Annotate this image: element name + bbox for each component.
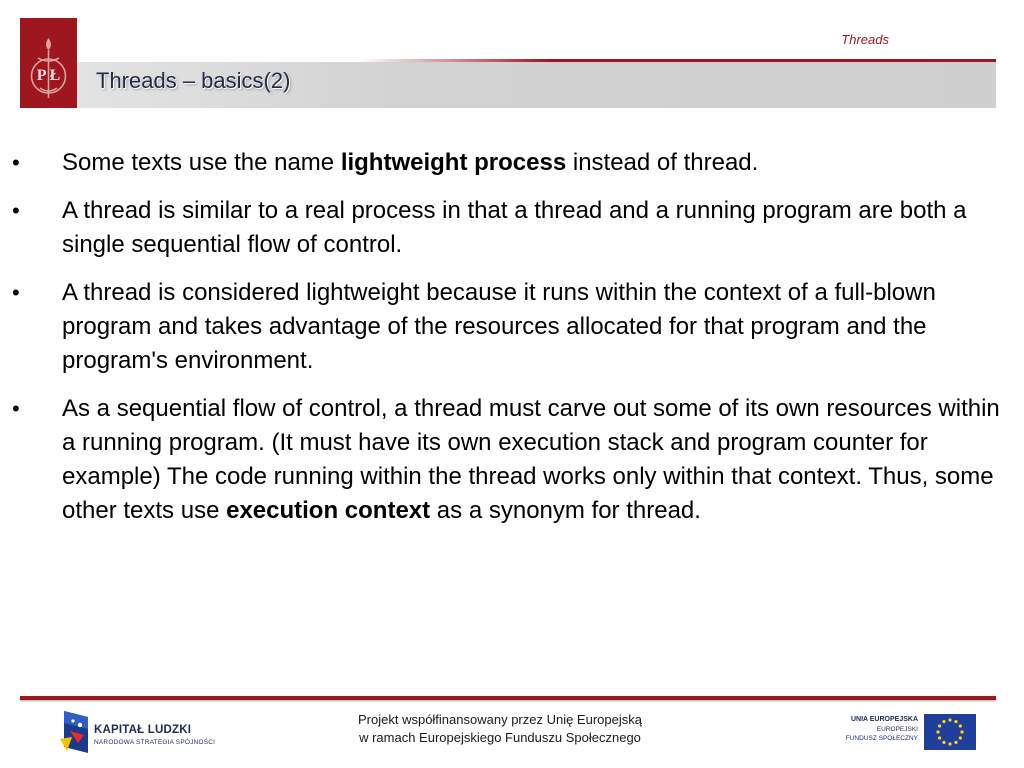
- logo-letters: P Ł: [36, 67, 61, 84]
- kapital-ludzki-flag-icon: [58, 709, 90, 757]
- eu-star-icon: [960, 730, 963, 733]
- header-accent-line: [360, 59, 996, 62]
- bullet-list: [0, 146, 1024, 542]
- eu-star-icon: [938, 724, 941, 727]
- bullet-text: A thread is considered lightweight because it runs within the context of a full-blown program and takes advantage of the resources allocated for that program and the program's environment.: [62, 279, 936, 374]
- bullet-emphasis: lightweight process: [340, 149, 567, 176]
- bullet-text: as a synonym for thread.: [430, 497, 701, 524]
- eu-star-icon: [959, 736, 962, 739]
- project-line-1: Projekt współfinansowany przez Unię Europejską: [358, 712, 642, 727]
- university-logo: [20, 18, 77, 108]
- bullet-text: As a sequential flow of control, a thread must carve out some of its own resources within a running program. (It must have its own execution stack and program counter for example) The code running within the thread works only within that context. Thus, some other texts use: [62, 395, 1000, 524]
- eu-star-icon: [948, 718, 951, 721]
- bullet-marker: •: [12, 150, 20, 175]
- bullet-item: [0, 276, 1006, 378]
- bullet-marker: •: [12, 396, 20, 421]
- bullet-marker: •: [12, 198, 20, 223]
- eu-social-fund-logo: [836, 712, 986, 756]
- bullet-text: instead of thread.: [566, 149, 759, 176]
- footer-accent-line: [20, 696, 996, 700]
- project-funding-note: [300, 711, 700, 747]
- eu-star-icon: [942, 741, 945, 744]
- eu-label-line-2: EUROPEJSKI: [876, 725, 918, 733]
- eu-star-icon: [959, 724, 962, 727]
- eu-star-icon: [938, 736, 941, 739]
- bullet-text: A thread is similar to a real process in that a thread and a running program are both a single sequential flow of control.: [62, 197, 967, 258]
- eu-label-line-3: FUNDUSZ SPOŁECZNY: [845, 735, 918, 742]
- bullet-item: [0, 146, 1006, 180]
- eu-star-icon: [954, 720, 957, 723]
- bullet-item: [0, 392, 1006, 528]
- bullet-text: Some texts use the name: [62, 149, 341, 176]
- eu-label-line-1: UNIA EUROPEJSKA: [850, 716, 918, 723]
- bullet-emphasis: execution context: [226, 497, 431, 524]
- eu-star-icon: [942, 720, 945, 723]
- kapital-ludzki-logo: [54, 707, 224, 759]
- torch-emblem-icon: [20, 18, 77, 108]
- eu-star-icon: [936, 730, 939, 733]
- eu-flag-icon: [924, 714, 976, 750]
- section-label: Threads: [841, 32, 889, 47]
- kapital-ludzki-subtitle: NARODOWA STRATEGIA SPÓJNOŚCI: [94, 739, 216, 746]
- project-line-2: w ramach Europejskiego Funduszu Społecznego: [359, 730, 641, 745]
- slide-title: Threads – basics(2): [96, 68, 291, 93]
- bullet-marker: •: [12, 280, 20, 305]
- eu-star-icon: [948, 742, 951, 745]
- eu-star-icon: [954, 741, 957, 744]
- kapital-ludzki-name: KAPITAŁ LUDZKI: [94, 724, 192, 736]
- eu-fund-label: [836, 715, 918, 744]
- bullet-item: [0, 194, 1006, 262]
